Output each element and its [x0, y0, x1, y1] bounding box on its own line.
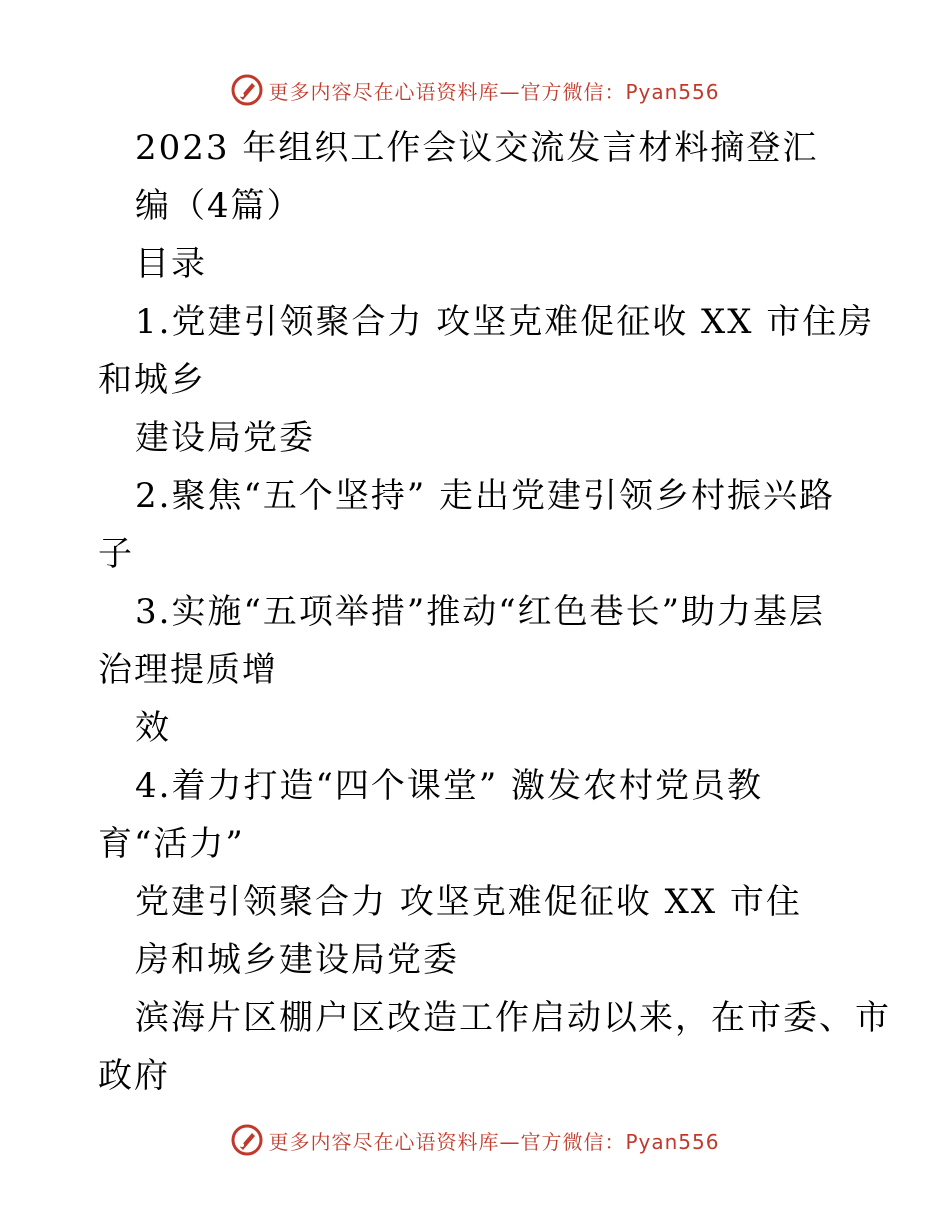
header-banner: [0, 70, 950, 110]
pen-logo-icon: [230, 73, 264, 107]
banner-text: 更多内容尽在心语资料库—官方微信：Pyan556: [268, 79, 720, 104]
toc-item-1-line-2: 和城乡: [98, 360, 206, 400]
body-paragraph-line-2: 政府: [98, 1056, 170, 1096]
title-line-1: 2023 年组织工作会议交流发言材料摘登汇: [135, 128, 819, 168]
footer-banner: [0, 1120, 950, 1160]
body-paragraph-line-1: 滨海片区棚户区改造工作启动以来，在市委、市: [135, 998, 891, 1038]
toc-item-4-line-2: 育“活力”: [98, 824, 245, 864]
toc-heading: 目录: [135, 244, 207, 284]
banner-text: 更多内容尽在心语资料库—官方微信：Pyan556: [268, 1129, 720, 1154]
toc-item-3-line-3: 效: [135, 708, 171, 748]
toc-item-1-line-1: 1.党建引领聚合力 攻坚克难促征收 XX 市住房: [135, 302, 875, 342]
toc-item-3-line-1: 3.实施“五项举措”推动“红色巷长”助力基层: [135, 592, 825, 632]
toc-item-2-line-1: 2.聚焦“五个坚持” 走出党建引领乡村振兴路: [135, 476, 836, 516]
toc-item-3-line-2: 治理提质增: [98, 650, 278, 690]
toc-item-1-line-3: 建设局党委: [135, 418, 315, 458]
section-title-line-1: 党建引领聚合力 攻坚克难促征收 XX 市住: [135, 882, 802, 922]
title-line-2: 编（4篇）: [135, 186, 303, 226]
section-title-line-2: 房和城乡建设局党委: [135, 940, 459, 980]
pen-logo-icon: [230, 1123, 264, 1157]
toc-item-2-line-2: 子: [98, 534, 134, 574]
toc-item-4-line-1: 4.着力打造“四个课堂” 激发农村党员教: [135, 766, 764, 806]
